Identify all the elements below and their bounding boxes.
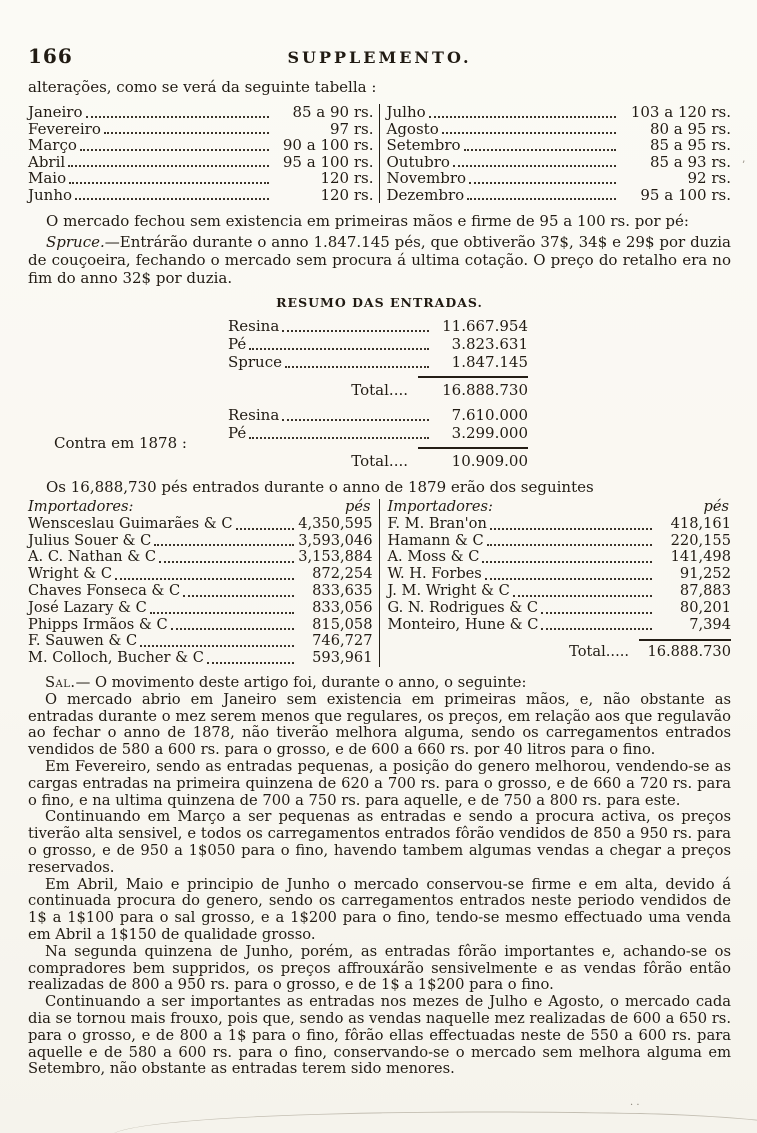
resumo-value: 3.299.000: [451, 424, 528, 442]
table-row: [28, 516, 373, 533]
month-name: Junho: [28, 185, 73, 204]
importer-value: 593,961: [312, 649, 373, 667]
resumo-label: Pé: [228, 335, 247, 353]
importers-column-right: [380, 499, 732, 667]
dot-leader: [541, 628, 652, 630]
dot-leader: [236, 528, 294, 530]
table-row: [228, 353, 528, 371]
month-price: 95 a 100 rs.: [640, 185, 731, 204]
dot-leader: [282, 330, 429, 332]
importer-name: Wensceslau Guimarães & C: [28, 514, 233, 532]
resumo-label: Spruce: [228, 353, 282, 371]
importer-name: José Lazary & C: [28, 598, 147, 616]
dot-leader: [171, 628, 294, 630]
dot-leader: [513, 595, 652, 597]
sal-lead: Sal.: [45, 673, 76, 691]
resumo-section: [28, 317, 731, 470]
importer-value: 833,635: [312, 581, 373, 599]
table-row: [228, 406, 528, 424]
dot-leader: [69, 182, 268, 184]
importer-name: F. M. Bran'on: [387, 514, 487, 532]
month-price: 97 rs.: [330, 119, 374, 138]
total-row-1878: [228, 447, 528, 470]
month-price: 85 a 95 rs.: [649, 136, 731, 154]
importer-name: F. Sauwen & C: [28, 632, 138, 650]
table-row: [387, 104, 732, 121]
table-row: [228, 424, 528, 442]
dot-leader: [490, 528, 652, 530]
importer-name: Chaves Fonseca & C: [28, 581, 181, 599]
importer-value: 872,254: [312, 565, 373, 583]
contra-1878-label: Contra em 1878 :: [54, 434, 187, 452]
importer-value: 91,252: [679, 565, 731, 583]
month-price: 120 rs.: [320, 169, 374, 187]
table-row: [28, 549, 373, 566]
importer-value: 418,161: [670, 514, 731, 532]
importers-header-label: Importadores:: [387, 498, 493, 515]
month-name: Dezembro: [386, 185, 465, 204]
dot-leader: [150, 612, 294, 614]
importers-column-left: [28, 499, 380, 667]
table-row: [28, 154, 374, 171]
table-row: [28, 137, 374, 154]
dot-leader: [541, 612, 652, 614]
table-row: [387, 154, 732, 171]
importer-name: W. H. Forbes: [387, 565, 482, 583]
dot-leader: [469, 182, 616, 184]
resumo-table: [228, 317, 528, 470]
table-row: [228, 317, 528, 335]
importers-unit-label: pés: [345, 498, 371, 515]
page-title: SUPPLEMENTO.: [287, 48, 472, 67]
table-row: [388, 516, 732, 533]
sal-paragraph-abril: Em Abril, Maio e principio de Junho o mercado conservou-se firme e em alta, devido á continuada procura do genero, sendo os carregamentos entrados neste periodo vendidos de 1$ a 1$100 para o sal grosso, e a 1$200 para o fino, tendo-se mesmo effectuado uma venda em Abril a 1$150 de qualidade grosso.: [28, 875, 731, 943]
sal-lead-rest: — O movimento deste artigo foi, durante o anno, o seguinte:: [75, 673, 527, 691]
table-row: [28, 104, 374, 121]
dot-leader: [467, 198, 616, 200]
importer-value: 3,153,884: [298, 548, 373, 566]
dot-leader: [249, 348, 429, 350]
table-row: [28, 600, 373, 617]
table-row: [387, 187, 732, 204]
dot-leader: [80, 149, 269, 151]
importer-value: 87,883: [679, 581, 731, 599]
resumo-label: Resina: [228, 317, 280, 335]
dot-leader: [453, 165, 616, 167]
table-row: [388, 617, 732, 634]
total-value: 16.888.730: [639, 639, 731, 661]
month-name: Abril: [28, 152, 66, 171]
intro-line: alterações, como se verá da seguinte tabella :: [28, 78, 377, 96]
importers-intro: Os 16,888,730 pés entrados durante o anno de 1879 erão dos seguintes: [46, 478, 594, 496]
month-name: Maio: [28, 169, 67, 187]
total-label: Total....: [351, 381, 408, 399]
scan-artifact: ’: [742, 160, 746, 171]
importer-value: 815,058: [312, 615, 373, 633]
importer-value: 7,394: [689, 615, 731, 633]
table-row: [28, 566, 373, 583]
importers-header: [388, 499, 732, 516]
scan-artifact: · ·: [630, 1100, 640, 1111]
table-row: [28, 583, 373, 600]
table-row: [388, 533, 732, 550]
table-row: [387, 170, 732, 187]
resumo-heading: RESUMO DAS ENTRADAS.: [276, 295, 483, 310]
month-price: 120 rs.: [320, 185, 374, 204]
total-value: 16.888.730: [418, 376, 528, 399]
table-row: [388, 600, 732, 617]
sal-paragraph-julho-agosto: Continuando a ser importantes as entradas nos mezes de Julho e Agosto, o mercado cada dia se tornou mais frouxo, pois que, sendo as vendas naquelle mez realizadas de 600 a 650 rs. para o grosso, e de 800 a 1$ para o fino, fôrão ellas effectuadas neste de 550 a 600 rs. para aquelle e de 580 a 600 rs. para o fino, conservando-se o mercado sem melhora alguma em Setembro, não obstante as entradas terem sido menores.: [28, 993, 731, 1078]
total-label: Total....: [351, 452, 408, 470]
total-row-1879: [228, 376, 528, 399]
dot-leader: [104, 132, 269, 134]
dot-leader: [115, 578, 293, 580]
importer-value: 746,727: [312, 632, 373, 650]
table-row: [28, 170, 374, 187]
table-row: [388, 566, 732, 583]
dot-leader: [207, 662, 294, 664]
dot-leader: [442, 132, 616, 134]
dot-leader: [75, 198, 268, 200]
importers-table: [28, 499, 731, 667]
importer-name: M. Colloch, Bucher & C: [28, 649, 204, 667]
market-close-paragraph: O mercado fechou sem existencia em primeiras mãos e firme de 95 a 100 rs. por pé:: [46, 212, 689, 230]
table-row: [388, 549, 732, 566]
months-column-left: [28, 104, 380, 203]
months-price-table: [28, 104, 731, 203]
importer-value: 220,155: [670, 531, 731, 549]
table-row: [387, 121, 732, 138]
total-value: 10.909.00: [418, 447, 528, 470]
dot-leader: [429, 116, 616, 118]
dot-leader: [464, 149, 616, 151]
month-name: Outubro: [386, 152, 450, 171]
dot-leader: [183, 595, 293, 597]
dot-leader: [482, 561, 652, 563]
months-column-right: [380, 104, 732, 203]
resumo-label: Pé: [228, 424, 247, 442]
dot-leader: [154, 544, 293, 546]
month-name: Novembro: [386, 169, 467, 187]
importer-name: A. C. Nathan & C: [28, 548, 157, 566]
month-name: Setembro: [386, 136, 461, 154]
sal-paragraph-marco: Continuando em Março a ser pequenas as entradas e sendo a procura activa, os preços tiverão alta sensivel, e todos os carregamentos entrados fôrão vendidos de 850 a 950 rs. para o grosso, e de 950 a 1$050 para o fino, havendo tambem algumas vendas a chegar a preços reservados.: [28, 808, 731, 876]
table-row: [28, 533, 373, 550]
page-header: [28, 44, 731, 68]
importer-name: G. N. Rodrigues & C: [387, 598, 539, 616]
importer-name: Wright & C: [28, 565, 113, 583]
month-name: Fevereiro: [28, 119, 101, 138]
page-number: 166: [28, 44, 73, 68]
importer-name: A. Moss & C: [387, 548, 480, 566]
dot-leader: [487, 544, 652, 546]
importers-total-row: [388, 639, 732, 661]
table-row: [28, 633, 373, 650]
dot-leader: [68, 165, 268, 167]
month-price: 90 a 100 rs.: [282, 136, 374, 154]
importer-value: 141,498: [670, 548, 731, 566]
month-name: Agosto: [386, 119, 439, 138]
importer-value: 3,593,046: [298, 531, 373, 549]
resumo-value: 3.823.631: [451, 335, 528, 353]
spruce-lead: Spruce.: [46, 233, 105, 251]
dot-leader: [159, 561, 293, 563]
spruce-paragraph: [28, 233, 731, 287]
sal-paragraph-junho: Na segunda quinzena de Junho, porém, as entradas fôrão importantes e, achando-se os compradores bem suppridos, os preços affrouxárão sensivelmente e as vendas fôrão então realizadas de 800 a 950 rs. para o grosso, e de 1$ a 1$200 para o fino.: [28, 942, 731, 994]
importer-name: Hamann & C: [387, 531, 484, 549]
month-name: Março: [28, 136, 77, 154]
dot-leader: [282, 419, 429, 421]
importer-value: 833,056: [312, 598, 373, 616]
resumo-value: 11.667.954: [442, 317, 528, 335]
importer-value: 80,201: [679, 598, 731, 616]
sal-paragraph-janeiro: O mercado abrio em Janeiro sem existencia em primeiras mãos, e, não obstante as entradas durante o mez serem menos que regulares, os preços, em relação aos que regulavão ao fechar o anno de 1878, não tiverão melhora alguma, sendo os carregamentos entrados vendidos de 580 a 600 rs. para o grosso, e de 600 a 660 rs. por 40 litros para o fino.: [28, 690, 731, 759]
importers-header-label: Importadores:: [28, 498, 134, 515]
month-name: Janeiro: [28, 103, 83, 121]
total-label: Total.....: [569, 643, 629, 661]
spruce-text: —Entrárão durante o anno 1.847.145 pés, que obtiverão 37$, 34$ e 29$ por duzia de couçoeira, fechando o mercado sem procura á ultima cotação. O preço do retalho era no fim do anno 32$ por duzia.: [28, 233, 731, 287]
month-price: 95 a 100 rs.: [282, 152, 374, 171]
dot-leader: [249, 437, 429, 439]
month-price: 92 rs.: [687, 169, 731, 187]
importer-name: J. M. Wright & C: [387, 581, 510, 599]
resumo-value: 1.847.145: [451, 353, 528, 371]
table-row: [28, 187, 374, 204]
table-row: [228, 335, 528, 353]
importer-value: 4,350,595: [298, 514, 373, 532]
dot-leader: [285, 366, 429, 368]
table-row: [28, 617, 373, 634]
month-price: 85 a 90 rs.: [292, 103, 374, 121]
scan-page-edge: [110, 1104, 757, 1133]
dot-leader: [86, 116, 269, 118]
resumo-value: 7.610.000: [451, 406, 528, 424]
importers-unit-label: pés: [703, 498, 729, 515]
month-price: 80 a 95 rs.: [649, 119, 731, 138]
month-name: Julho: [386, 103, 426, 121]
dot-leader: [485, 578, 652, 580]
month-price: 85 a 93 rs.: [649, 152, 731, 171]
importers-header: [28, 499, 373, 516]
month-price: 103 a 120 rs.: [630, 103, 731, 121]
table-row: [28, 121, 374, 138]
importer-name: Phipps Irmãos & C: [28, 615, 168, 633]
table-row: [387, 137, 732, 154]
resumo-label: Resina: [228, 406, 280, 424]
dot-leader: [140, 645, 293, 647]
importer-name: Monteiro, Hune & C: [387, 615, 539, 633]
table-row: [388, 583, 732, 600]
sal-paragraph-fevereiro: Em Fevereiro, sendo as entradas pequenas, a posição do genero melhorou, vendendo-se as cargas entradas na primeira quinzena de 620 a 700 rs. para o grosso, e de 660 a 720 rs. para o fino, e na ultima quinzena de 700 a 750 rs. para aquelle, e de 750 a 800 rs. para este.: [28, 757, 731, 809]
sal-lead-paragraph: [28, 675, 731, 692]
table-row: [28, 650, 373, 667]
importer-name: Julius Souer & C: [28, 531, 152, 549]
